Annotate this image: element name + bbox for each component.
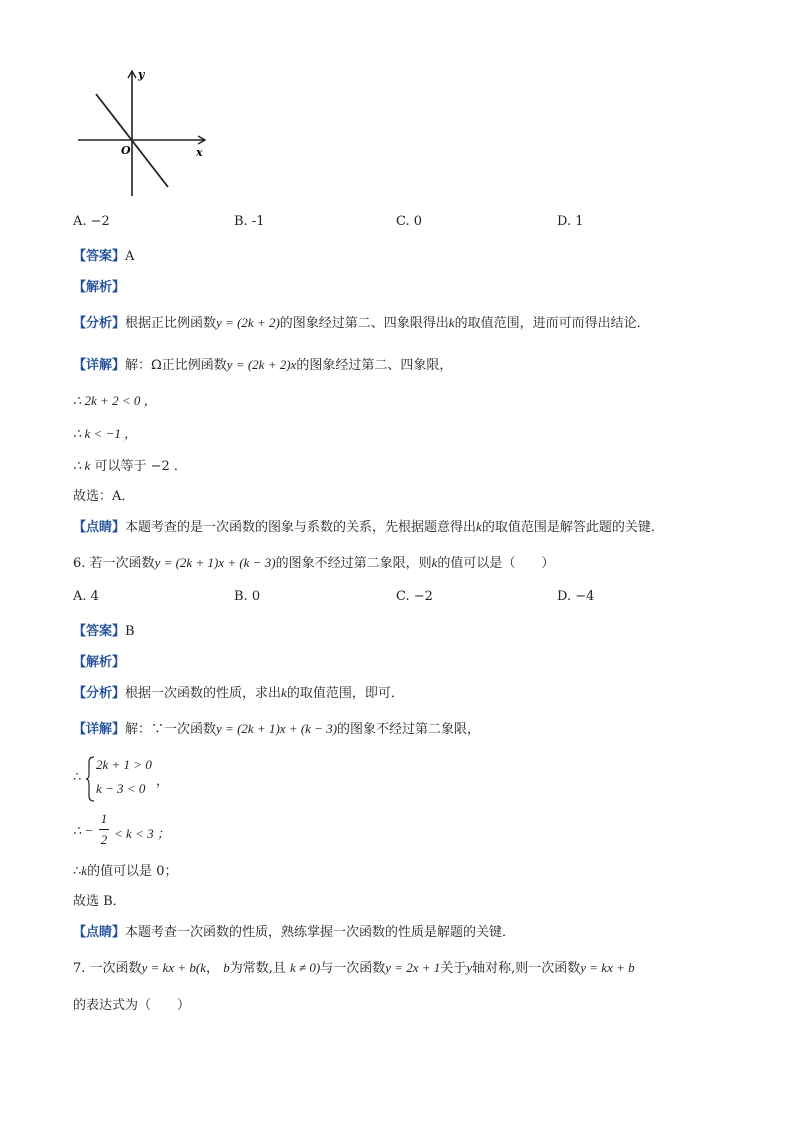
q6-value: [73, 860, 177, 879]
q7-stem: [73, 957, 635, 976]
stem-text: 若一次函数: [89, 556, 155, 571]
stem-text: 的图象不经过第二象限，则: [275, 556, 432, 571]
system-brace: [86, 756, 96, 802]
q5-step-2: ∴ k < −1 ，: [73, 426, 138, 441]
analysis-tag: 【解析】: [73, 655, 126, 670]
q5-analysis-tag: [73, 276, 125, 295]
system-comma: ，: [156, 774, 170, 789]
fenxi-text: 根据一次函数的性质，求出: [125, 686, 282, 701]
therefore-symbol: ∴: [73, 770, 82, 785]
dianjing-tag: 【点睛】: [73, 925, 126, 940]
step3-text: 可以等于 −2 ．: [94, 459, 187, 474]
fenxi-tag: 【分析】: [73, 686, 126, 701]
origin-label: O: [121, 144, 131, 157]
step3-formula: ∴ k: [73, 458, 91, 473]
range-prefix: ∴ −: [73, 823, 94, 838]
q5-option-b: B. -1: [234, 214, 265, 229]
answer-value: A: [125, 249, 135, 264]
stem-text: 轴对称,则一次函数: [472, 961, 581, 976]
dianjing-text: 本题考查一次函数的性质，熟练掌握一次函数的性质是解题的关键．: [125, 925, 516, 940]
q5-xiangjie: [73, 354, 452, 373]
q6-option-b: B. 0: [234, 589, 261, 604]
xiangjie-tag: 【详解】: [73, 358, 126, 373]
fenxi-formula: y = (2k + 2): [216, 315, 280, 330]
q6-choose: 故选 B．: [73, 894, 126, 909]
q5-option-c: C. 0: [396, 214, 423, 229]
y-axis-label: y: [138, 68, 145, 81]
q6-option-a: A. 4: [73, 589, 99, 604]
q5-dianjing: [73, 516, 664, 535]
stem-formula: y = 2x + 1: [385, 960, 441, 975]
stem-k: k: [431, 555, 438, 570]
stem-formula: y = kx + b(k: [141, 960, 207, 975]
q5-step-3: [73, 455, 187, 474]
xiangjie-formula: y = (2k + 1)x + (k − 3): [216, 721, 338, 736]
stem-text: 为常数,且: [229, 961, 286, 976]
dianjing-tag: 【点睛】: [73, 520, 126, 535]
analysis-tag: 【解析】: [73, 280, 126, 295]
answer-value: B: [125, 624, 135, 639]
xiangjie-text: 解：Ω正比例函数: [125, 358, 227, 373]
stem-y: y: [466, 960, 473, 975]
question-number: 7.: [73, 961, 86, 976]
function-graph: [72, 66, 212, 202]
dianjing-text: 的取值范围是解答此题的关键．: [481, 520, 664, 535]
xiangjie-text: 解：∵一次函数: [125, 722, 217, 737]
xiangjie-formula: y = (2k + 2)x: [226, 357, 297, 372]
q5-answer: [73, 245, 134, 264]
q6-stem: [73, 552, 554, 571]
stem-formula: y = (2k + 1)x + (k − 3): [154, 555, 276, 570]
fraction-bar: [99, 829, 109, 830]
value-k: k: [81, 863, 88, 878]
xiangjie-text: 的图象经过第二、四象限，: [296, 358, 453, 373]
x-axis-label: x: [196, 146, 203, 159]
fenxi-k: k: [281, 685, 287, 700]
system-line-2: k − 3 < 0: [96, 781, 146, 796]
q5-option-d: D. 1: [557, 214, 584, 229]
fraction-numerator: 1: [100, 811, 108, 826]
stem-formula: y = kx + b: [580, 960, 635, 975]
q6-option-d: D. −4: [557, 589, 595, 604]
dianjing-k: k: [476, 519, 482, 534]
xiangjie-tag: 【详解】: [73, 722, 126, 737]
q6-dianjing: [73, 921, 515, 940]
fenxi-text: 的取值范围，即可．: [286, 686, 404, 701]
q6-option-c: C. −2: [396, 589, 433, 604]
stem-text: 的值可以是（ ）: [437, 556, 555, 571]
fenxi-text: 根据正比例函数: [125, 316, 217, 331]
stem-text: 一次函数: [89, 961, 142, 976]
q5-fenxi: [73, 312, 650, 331]
therefore-symbol: ∴: [73, 864, 82, 879]
q6-xiangjie: [73, 718, 480, 737]
stem-text: 与一次函数: [320, 961, 386, 976]
range-suffix: < k < 3 ；: [114, 826, 170, 841]
answer-tag: 【答案】: [73, 249, 126, 264]
stem-text: 关于: [440, 961, 467, 976]
q5-step-1: ∴ 2k + 2 < 0 ，: [73, 393, 157, 408]
q5-choose: 故选：A．: [73, 489, 135, 504]
q6-analysis-tag: [73, 651, 125, 670]
fenxi-tag: 【分析】: [73, 316, 126, 331]
value-text: 的值可以是 0；: [87, 864, 178, 879]
stem-formula: k ≠ 0): [289, 960, 321, 975]
q6-fenxi: [73, 682, 404, 701]
fenxi-text: 的取值范围，进而可而得出结论．: [454, 316, 650, 331]
answer-tag: 【答案】: [73, 624, 126, 639]
q7-stem-line-2: 的表达式为（ ）: [73, 998, 191, 1013]
q6-answer: [73, 620, 135, 639]
fenxi-k: k: [448, 315, 455, 330]
system-line-1: 2k + 1 > 0: [96, 757, 152, 772]
question-number: 6.: [73, 556, 86, 571]
stem-text: ，: [206, 961, 220, 976]
xiangjie-text: 的图象不经过第二象限，: [337, 722, 481, 737]
fenxi-text: 的图象经过第二、四象限得出: [279, 316, 449, 331]
q5-option-a: A. −2: [73, 214, 110, 229]
dianjing-text: 本题考查的是一次函数的图象与系数的关系，先根据题意得出: [125, 520, 477, 535]
fraction-denominator: 2: [100, 832, 108, 847]
stem-b: b: [223, 960, 230, 975]
